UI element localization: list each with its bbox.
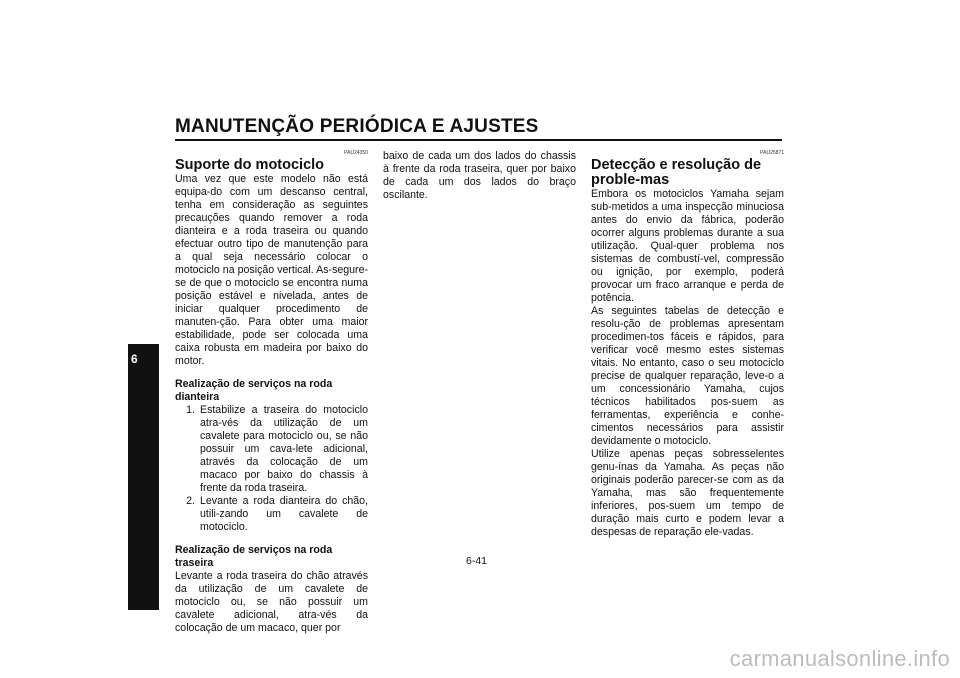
rear-wheel-subheading: Realização de serviços na roda traseira xyxy=(175,544,333,569)
chapter-number: 6 xyxy=(131,352,138,366)
troubleshooting-paragraph-3: Utilize apenas peças sobresselentes genu-ínas da Yamaha. As peças não originais poderão parecer-se com as da Yamaha, mas são frequentemente inferiores, pos-suem um tempo de duração mais curto e podem levar a despesas de reparação ele-vadas. xyxy=(591,448,784,538)
column-2 xyxy=(383,150,576,202)
column-3 xyxy=(591,150,784,539)
chapter-tab xyxy=(128,344,159,610)
front-wheel-subheading: Realização de serviços na roda dianteira xyxy=(175,378,333,403)
watermark: carmanualsonline.info xyxy=(729,646,950,671)
step-text: Levante a roda dianteira do chão, utili-zando um cavalete de motociclo. xyxy=(200,495,368,533)
page-number: 6-41 xyxy=(466,555,488,567)
list-item xyxy=(175,404,368,495)
rear-wheel-continued-paragraph: baixo de cada um dos lados do chassis à frente da roda traseira, quer por baixo de cada um dos lados do braço oscilante. xyxy=(383,150,576,201)
page-title: MANUTENÇÃO PERIÓDICA E AJUSTES xyxy=(175,116,539,137)
stand-intro-paragraph: Uma vez que este modelo não está equipa-do com um descanso central, tenha em consideração as seguintes precauções quando remover a roda dianteira e a roda traseira ou quando efectuar outro tipo de manutenção para a qual seja necessário colocar o motociclo na posição vertical. As-segure-se de que o motociclo se encontra numa posição estável e nivelada, antes de iniciar qualquer procedimento de manuten-ção. Para obter uma maior estabilidade, pode ser colocada uma caixa robusta em madeira por baixo do motor. xyxy=(175,173,368,367)
section-heading-troubleshooting: Detecção e resolução de proble-mas xyxy=(591,157,762,188)
troubleshooting-paragraph-2: As seguintes tabelas de detecção e resolu-ção de problemas apresentam procedimen-tos fáceis e rápidos, para verificar você mesmo estes sistemas vitais. No entanto, caso o seu motociclo precise de qualquer reparação, leve-o a um concessionário Yamaha, cujos técnicos habilitados pos-suem as ferramentas, experiência e conhe-cimentos necessários para assistir devidamente o motociclo. xyxy=(591,305,784,447)
step-number: 1. xyxy=(186,404,195,416)
section-code: PAU24350 xyxy=(344,150,368,156)
column-1 xyxy=(175,150,368,635)
step-number: 2. xyxy=(186,495,195,507)
troubleshooting-paragraph-1: Embora os motociclos Yamaha sejam sub-metidos a uma inspecção minuciosa antes do envio da fábrica, poderão ocorrer alguns problemas durante a sua utilização. Qual-quer problema nos sistemas de combustí-vel, compressão ou ignição, por exemplo, poderá provocar um fraco arranque e perda de potência. xyxy=(591,188,784,304)
section-heading-motorcycle-stand: Suporte do motociclo xyxy=(175,157,325,173)
title-rule xyxy=(175,139,782,141)
step-text: Estabilize a traseira do motociclo atra-vés da utilização de um cavalete para motociclo ou, se não possuir um cava-lete adicional, através da colocação de um macaco por baixo do chassis à frente da roda traseira. xyxy=(200,404,368,494)
section-code: PAU25871 xyxy=(760,150,784,156)
rear-wheel-paragraph: Levante a roda traseira do chão através da utilização de um cavalete de motociclo ou, se não possuir um cavalete adicional, atra-vés da colocação de um macaco, quer por xyxy=(175,570,368,634)
list-item xyxy=(175,495,368,534)
